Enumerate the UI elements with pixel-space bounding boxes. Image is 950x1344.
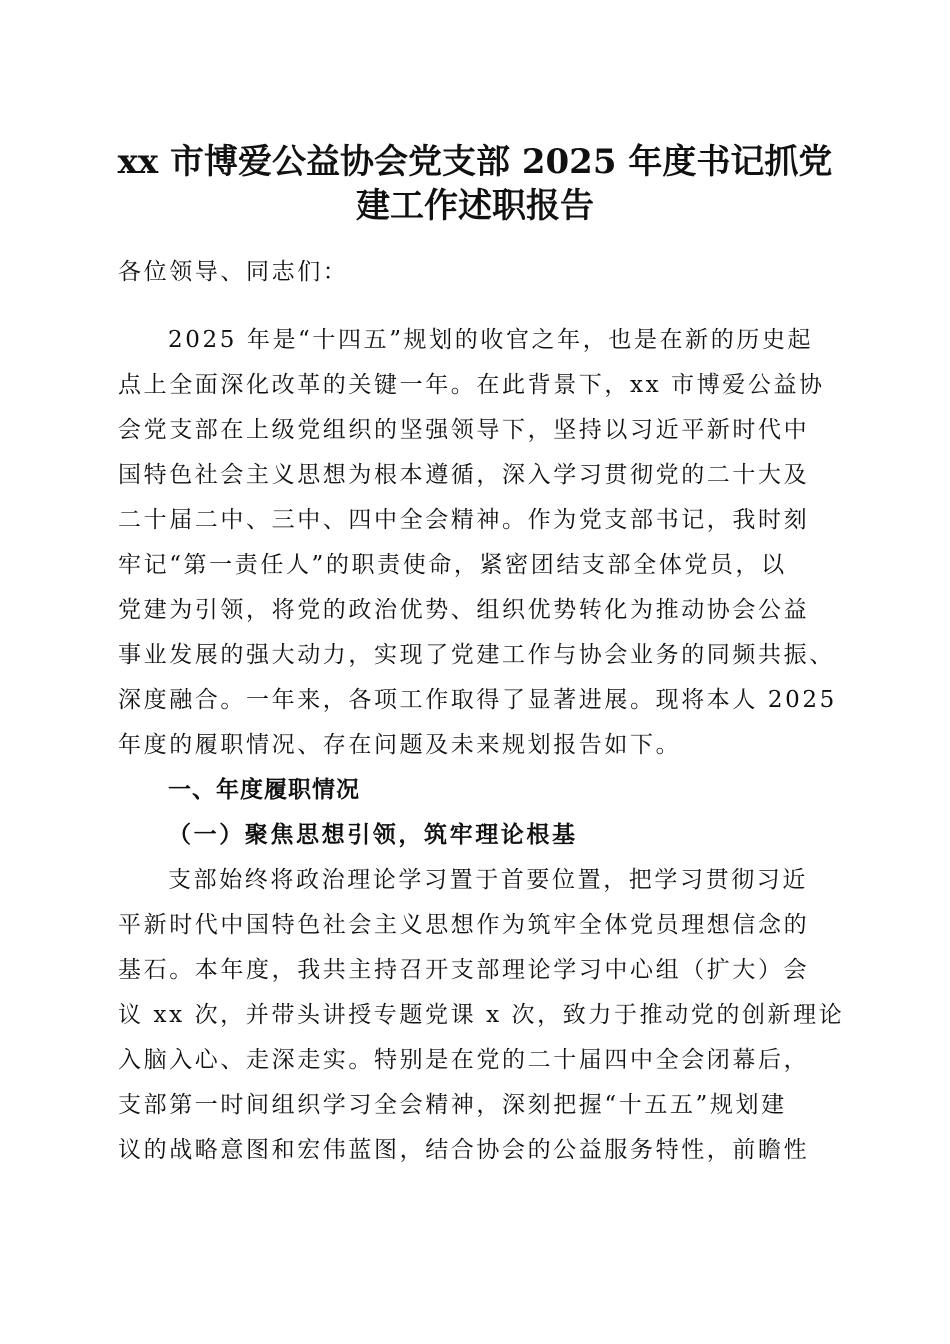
paragraph-2-line: 议 xx 次，并带头讲授专题党课 x 次，致力于推动党的创新理论 [118,1002,845,1028]
section-1-heading: 一、年度履职情况 [168,777,360,803]
document-title-line-1: xx 市博爱公益协会党支部 2025 年度书记抓党 [117,142,833,182]
salutation: 各位领导、同志们： [118,259,349,285]
paragraph-2-line: 议的战略意图和宏伟蓝图，结合协会的公益服务特性，前瞻性 [118,1137,810,1163]
paragraph-2-line: 入脑入心、走深走实。特别是在党的二十届四中全会闭幕后， [118,1047,810,1073]
paragraph-1-line: 会党支部在上级党组织的坚强领导下，坚持以习近平新时代中 [118,417,810,443]
paragraph-2-line: 基石。本年度，我共主持召开支部理论学习中心组（扩大）会 [118,957,810,983]
paragraph-1-line: 深度融合。一年来，各项工作取得了显著进展。现将本人 2025 [118,687,837,713]
paragraph-1-line: 2025 年是“十四五”规划的收官之年，也是在新的历史起 [168,327,814,353]
paragraph-2-line: 支部第一时间组织学习全会精神，深刻把握“十五五”规划建 [118,1092,787,1118]
paragraph-2-line: 平新时代中国特色社会主义思想作为筑牢全体党员理想信念的 [118,912,810,938]
paragraph-1-line: 牢记“第一责任人”的职责使命，紧密团结支部全体党员，以 [118,552,787,578]
paragraph-2-line: 支部始终将政治理论学习置于首要位置，把学习贯彻习近 [168,867,808,893]
paragraph-1-line: 年度的履职情况、存在问题及未来规划报告如下。 [118,732,682,758]
paragraph-1-line: 二十届二中、三中、四中全会精神。作为党支部书记，我时刻 [118,507,810,533]
paragraph-1-line: 事业发展的强大动力，实现了党建工作与协会业务的同频共振、 [118,642,835,668]
subsection-1-heading: （一）聚焦思想引领，筑牢理论根基 [168,821,578,848]
document-title-line-2: 建工作述职报告 [356,186,594,226]
paragraph-1-line: 国特色社会主义思想为根本遵循，深入学习贯彻党的二十大及 [118,462,810,488]
paragraph-1-line: 点上全面深化改革的关键一年。在此背景下，xx 市博爱公益协 [118,372,825,398]
paragraph-1-line: 党建为引领，将党的政治优势、组织优势转化为推动协会公益 [118,597,810,623]
